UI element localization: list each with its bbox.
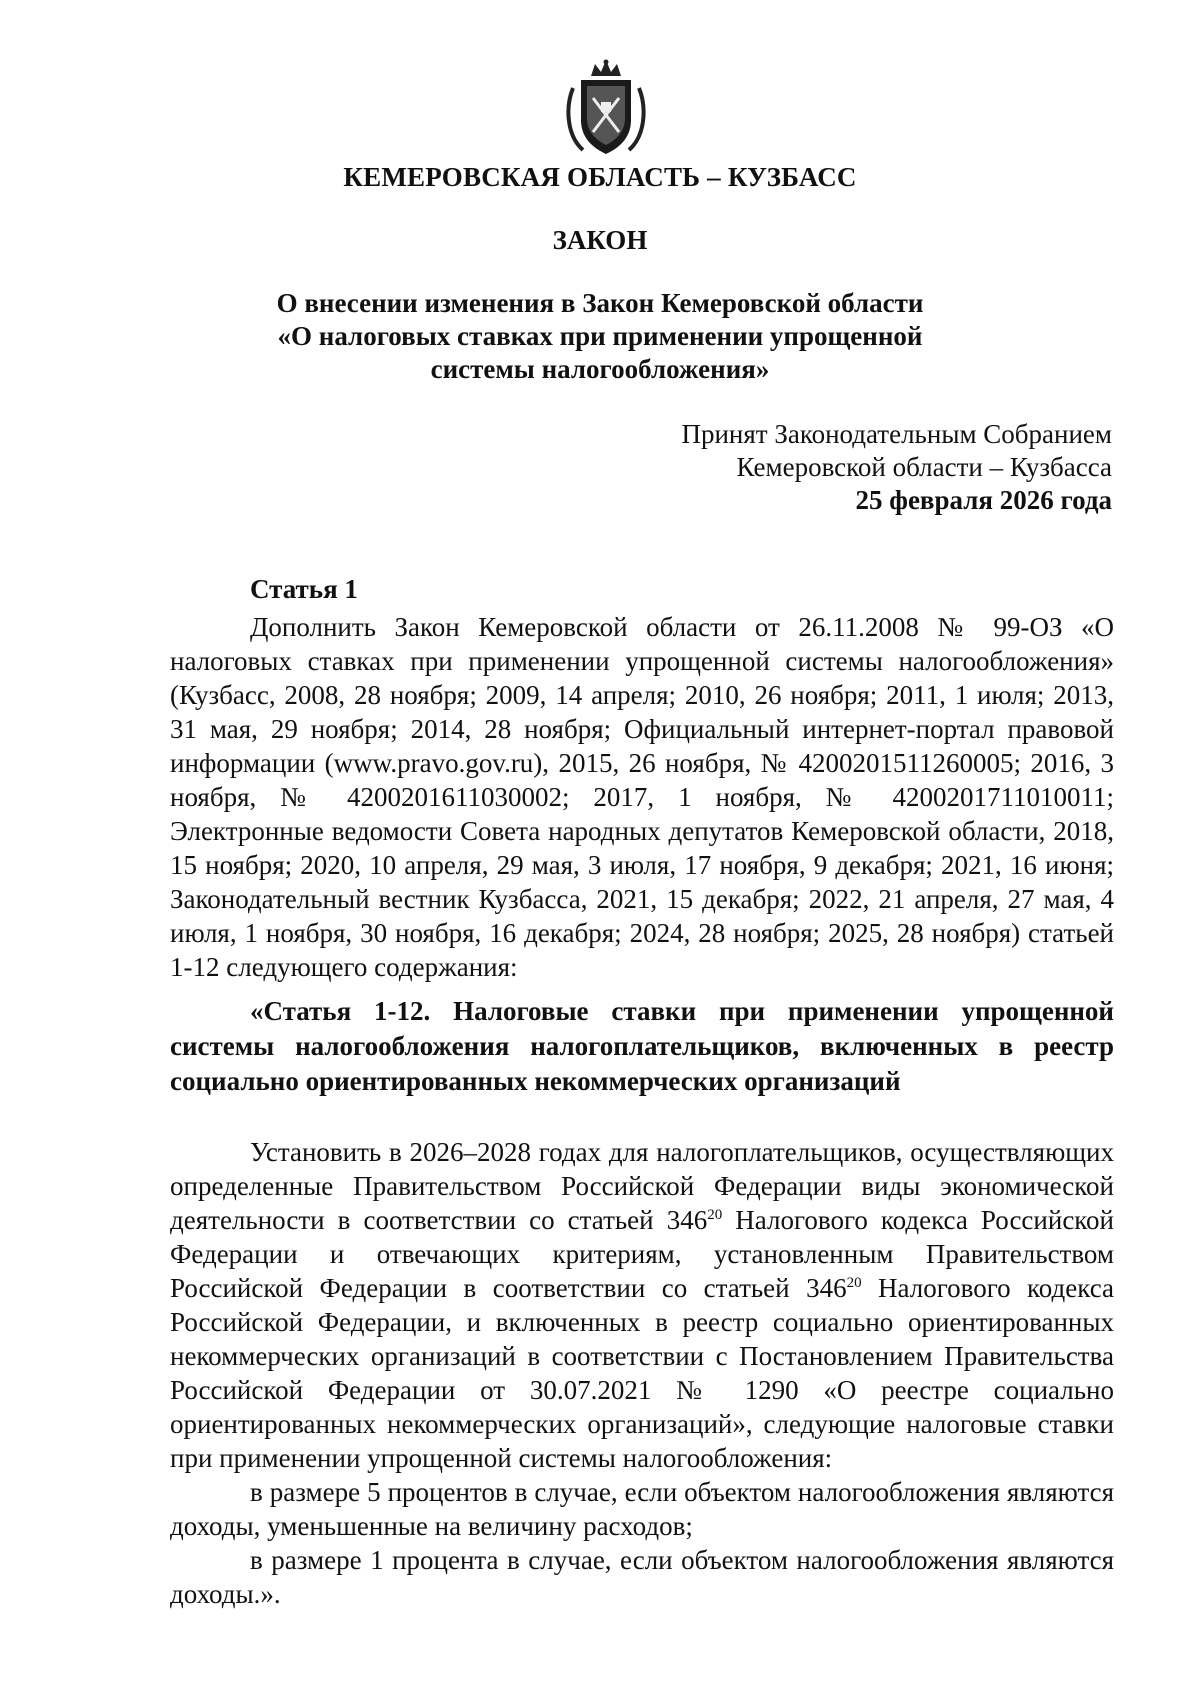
adoption-date: 25 февраля 2026 года xyxy=(855,485,1112,515)
article-body xyxy=(170,610,1114,1611)
title-line-1: О внесении изменения в Закон Кемеровской области xyxy=(276,288,924,318)
article-paragraph-rates xyxy=(170,1135,1114,1475)
article-paragraph-amendment: Дополнить Закон Кемеровской области от 26.11.2008 № 99-ОЗ «О налоговых ставках при применении упрощенной системы налогообложения» (Кузбасс, 2008, 28 ноября; 2009, 14 апреля; 2010, 26 ноября; 2011, 1 июля; 2013, 31 мая, 29 ноября; 2014, 28 ноября; Официальный интернет-портал правовой информации (www.pravo.gov.ru), 2015, 26 ноября, № 4200201511260005; 2016, 3 ноября, № 4200201611030002; 2017, 1 ноября, № 4200201711010011; Электронные ведомости Совета народных депутатов Кемеровской области, 2018, 15 ноября; 2020, 10 апреля, 29 мая, 3 июля, 17 ноября, 9 декабря; 2021, 16 июня; Законодательный вестник Кузбасса, 2021, 15 декабря; 2022, 21 апреля, 27 мая, 4 июля, 1 ноября, 30 ноября, 16 декабря; 2024, 28 ноября; 2025, 28 ноября) статьей 1-12 следующего содержания: xyxy=(170,612,1114,982)
title-line-3: системы налогообложения» xyxy=(430,354,770,384)
quoted-article-heading: «Статья 1-12. Налоговые ставки при применении упрощенной системы налогообложения налогоплательщиков, включенных в реестр социально ориентированных некоммерческих организаций xyxy=(170,996,1114,1096)
rates-text-part-1: Установить в 2026–2028 годах для налогоплательщиков, осуществляющих определенные Правительством Российской Федерации виды экономической деятельности в соответствии со статьей 346 xyxy=(170,1137,1114,1235)
document-type: ЗАКОН xyxy=(552,225,648,255)
superscript-20: 20 xyxy=(707,1207,723,1223)
rates-text-part-3: Налогового кодекса Российской Федерации, и включенных в реестр социально ориентированных некоммерческих организаций в соответствии с Постановлением Правительства Российской Федерации от 30.07.2021 № 1290 «О реестре социально ориентированных некоммерческих организаций», следующие налоговые ставки при применении упрощенной системы налогообложения: xyxy=(170,1273,1114,1473)
region-name: КЕМЕРОВСКАЯ ОБЛАСТЬ – КУЗБАСС xyxy=(343,162,857,192)
adoption-line-1: Принят Законодательным Собранием xyxy=(681,419,1112,449)
coat-of-arms-emblem xyxy=(563,58,649,158)
title-line-2: «О налоговых ставках при применении упрощенной xyxy=(277,321,923,351)
superscript-20: 20 xyxy=(846,1275,862,1291)
article-heading: Статья 1 xyxy=(250,574,358,604)
adoption-block xyxy=(681,418,1112,517)
rate-item-5-percent: в размере 5 процентов в случае, если объектом налогообложения являются доходы, уменьшенные на величину расходов; xyxy=(170,1477,1114,1541)
document-title xyxy=(0,287,1200,386)
rates-text-part-2: Налогового кодекса Российской Федерации и отвечающих критериям, установленным Правительством Российской Федерации в соответствии со статьей 346 xyxy=(170,1205,1114,1303)
adoption-line-2: Кемеровской области – Кузбасса xyxy=(736,452,1112,482)
rate-item-1-percent: в размере 1 процента в случае, если объектом налогообложения являются доходы.». xyxy=(170,1545,1114,1609)
